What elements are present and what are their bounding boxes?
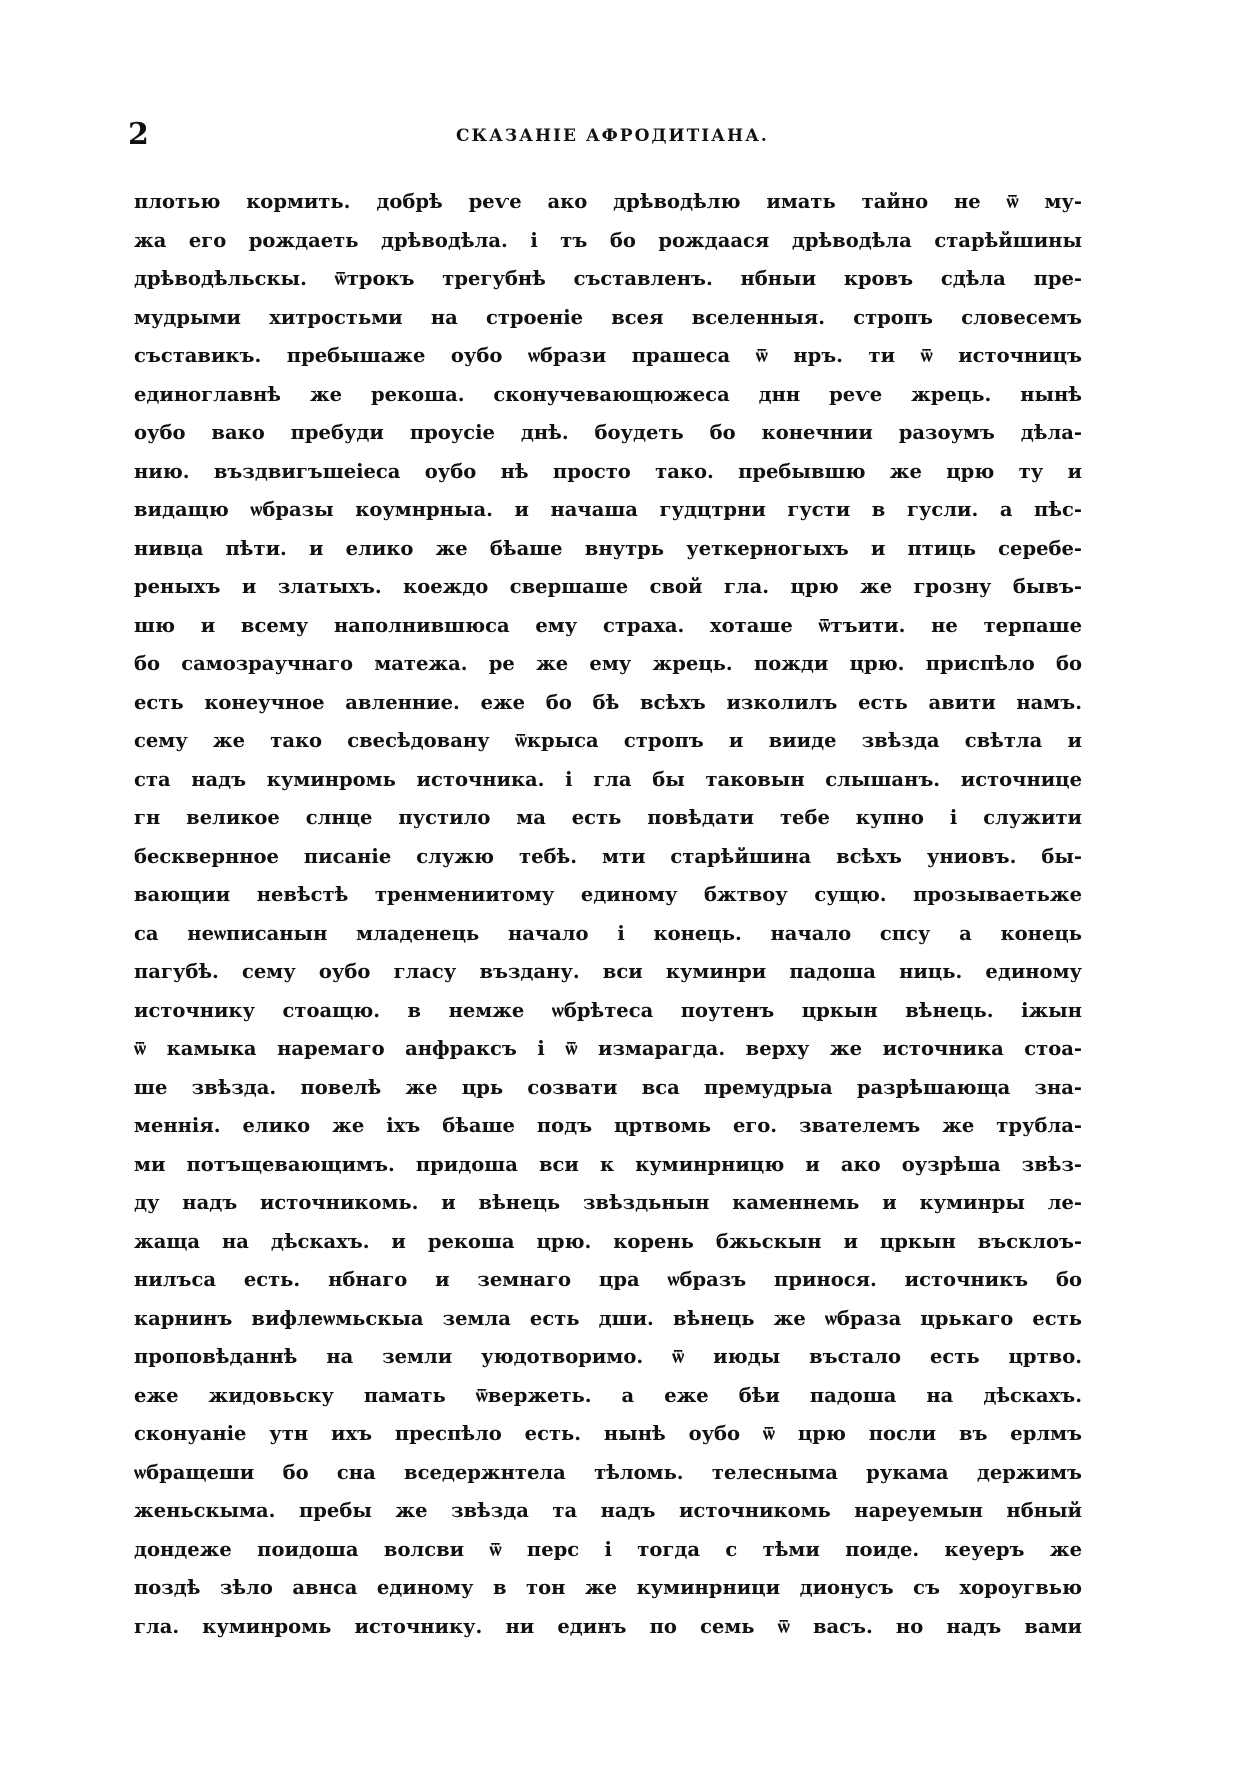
text-line: видащю ѡбразы коумнрныа. и начаша гудцтрни густи в гусли. а пѣс- xyxy=(134,498,1082,521)
text-line: ста надъ куминромь источника. і гла бы таковын слышанъ. источнице xyxy=(134,767,1082,791)
text-line: ѡбращеши бо сна вседержнтела тѣломь. телесныма рукама держимъ xyxy=(134,1460,1082,1484)
text-line: дондеже поидоша волсви ѿ перс і тогда с тѣми поиде. кеуеръ же xyxy=(134,1537,1082,1561)
text-line: плотью кормить. добрѣ реѵе ако дрѣводѣлю имать тайно не ѿ му- xyxy=(134,190,1082,213)
text-line: нию. въздвигъшеіеса оубо нѣ просто тако. пребывшю же црю ту и xyxy=(134,459,1082,483)
text-line: ше звѣзда. повелѣ же црь созвати вса премудрыа разрѣшающа зна- xyxy=(134,1075,1082,1099)
text-line: шю и всему наполнившюса ему страха. хоташе ѿтъити. не терпаше xyxy=(134,613,1082,637)
text-line: съставикъ. пребышаже оубо ѡбрази прашеса ѿ нръ. ти ѿ источницъ xyxy=(134,344,1082,367)
text-line: реныхъ и златыхъ. коеждо свершаше свой гла. црю же грозну бывъ- xyxy=(134,575,1082,598)
text-line: ми потъщевающимъ. придоша вси к куминрницю и ако оузрѣша звѣз- xyxy=(134,1152,1082,1176)
text-line: еже жидовьску памать ѿвержеть. а еже бѣи падоша на дѣскахъ. xyxy=(134,1383,1082,1407)
text-line: карнинъ вифлеѡмьскыа земла есть дши. вѣнець же ѡбраза црькаго есть xyxy=(134,1306,1082,1330)
text-line: меннія. елико же іхъ бѣаше подъ цртвомь его. звателемъ же трубла- xyxy=(134,1114,1082,1137)
text-line: сему же тако свесѣдовану ѿкрыса стропъ и вииде звѣзда свѣтла и xyxy=(134,729,1082,752)
text-line: есть конеучное авленние. еже бо бѣ всѣхъ изколилъ есть авити намъ. xyxy=(134,690,1082,714)
text-line: ѿ камыка наремаго анфраксъ і ѿ измарагда. верху же источника стоа- xyxy=(134,1037,1082,1060)
text-line: вающии невѣстѣ тренмениитому единому бжтвоу сущю. прозываетьже xyxy=(134,883,1082,906)
text-line: оубо вако пребуди проусіе днѣ. боудеть бо конечнии разоумъ дѣла- xyxy=(134,421,1082,444)
running-head: СКАЗАНІЕ АФРОДИТІАНА. xyxy=(456,126,769,146)
text-line: проповѣданнѣ на земли уюдотворимо. ѿ июды въстало есть цртво. xyxy=(134,1345,1082,1368)
text-line: жаща на дѣскахъ. и рекоша црю. корень бжьскын и цркын въсклоъ- xyxy=(134,1229,1082,1253)
text-line: нилъса есть. нбнаго и земнаго цра ѡбразъ принося. источникъ бо xyxy=(134,1268,1082,1291)
text-line: единоглавнѣ же рекоша. сконучевающюжеса днн реѵе жрець. нынѣ xyxy=(134,382,1082,406)
text-line: женьскыма. пребы же звѣзда та надъ источникомь нареуемын нбный xyxy=(134,1499,1082,1522)
text-line: мудрыми хитростьми на строеніе всея вселенныя. стропъ словесемъ xyxy=(134,305,1082,329)
page-number: 2 xyxy=(128,117,149,152)
text-line: пагубѣ. сему оубо гласу въздану. вси куминри падоша ниць. единому xyxy=(134,960,1082,983)
text-line: гн великое слнце пустило ма есть повѣдати тебе купно і служити xyxy=(134,806,1082,829)
text-line: ду надъ источникомь. и вѣнець звѣздьнын каменнемь и куминры ле- xyxy=(134,1191,1082,1214)
text-line: бесквернное писаніе служю тебѣ. мти старѣйшина всѣхъ униовъ. бы- xyxy=(134,844,1082,868)
text-line: дрѣводѣльскы. ѿтрокъ трегубнѣ съставленъ. нбныи кровъ сдѣла пре- xyxy=(134,267,1082,290)
text-line: сконуаніе утн ихъ преспѣло есть. нынѣ оубо ѿ црю посли въ ерлмъ xyxy=(134,1422,1082,1445)
text-line: источнику стоащю. в немже ѡбрѣтеса поутенъ цркын вѣнець. іжын xyxy=(134,998,1082,1022)
body-text xyxy=(134,183,1082,1646)
text-line: бо самозраучнаго матежа. ре же ему жрець. пожди црю. приспѣло бо xyxy=(134,652,1082,675)
text-line: жа его рождаеть дрѣводѣла. і тъ бо рождаася дрѣводѣла старѣйшины xyxy=(134,228,1082,252)
text-line: са неѡписанын младенець начало і конець. начало спсу а конець xyxy=(134,921,1082,945)
text-line: поздѣ зѣло авнса единому в тон же куминрници дионусъ съ хороугвью xyxy=(134,1576,1082,1599)
text-line: гла. куминромь источнику. ни единъ по семь ѿ васъ. но надъ вами xyxy=(134,1614,1082,1638)
text-line: нивца пѣти. и елико же бѣаше внутрь уеткерногыхъ и птиць серебе- xyxy=(134,536,1082,560)
